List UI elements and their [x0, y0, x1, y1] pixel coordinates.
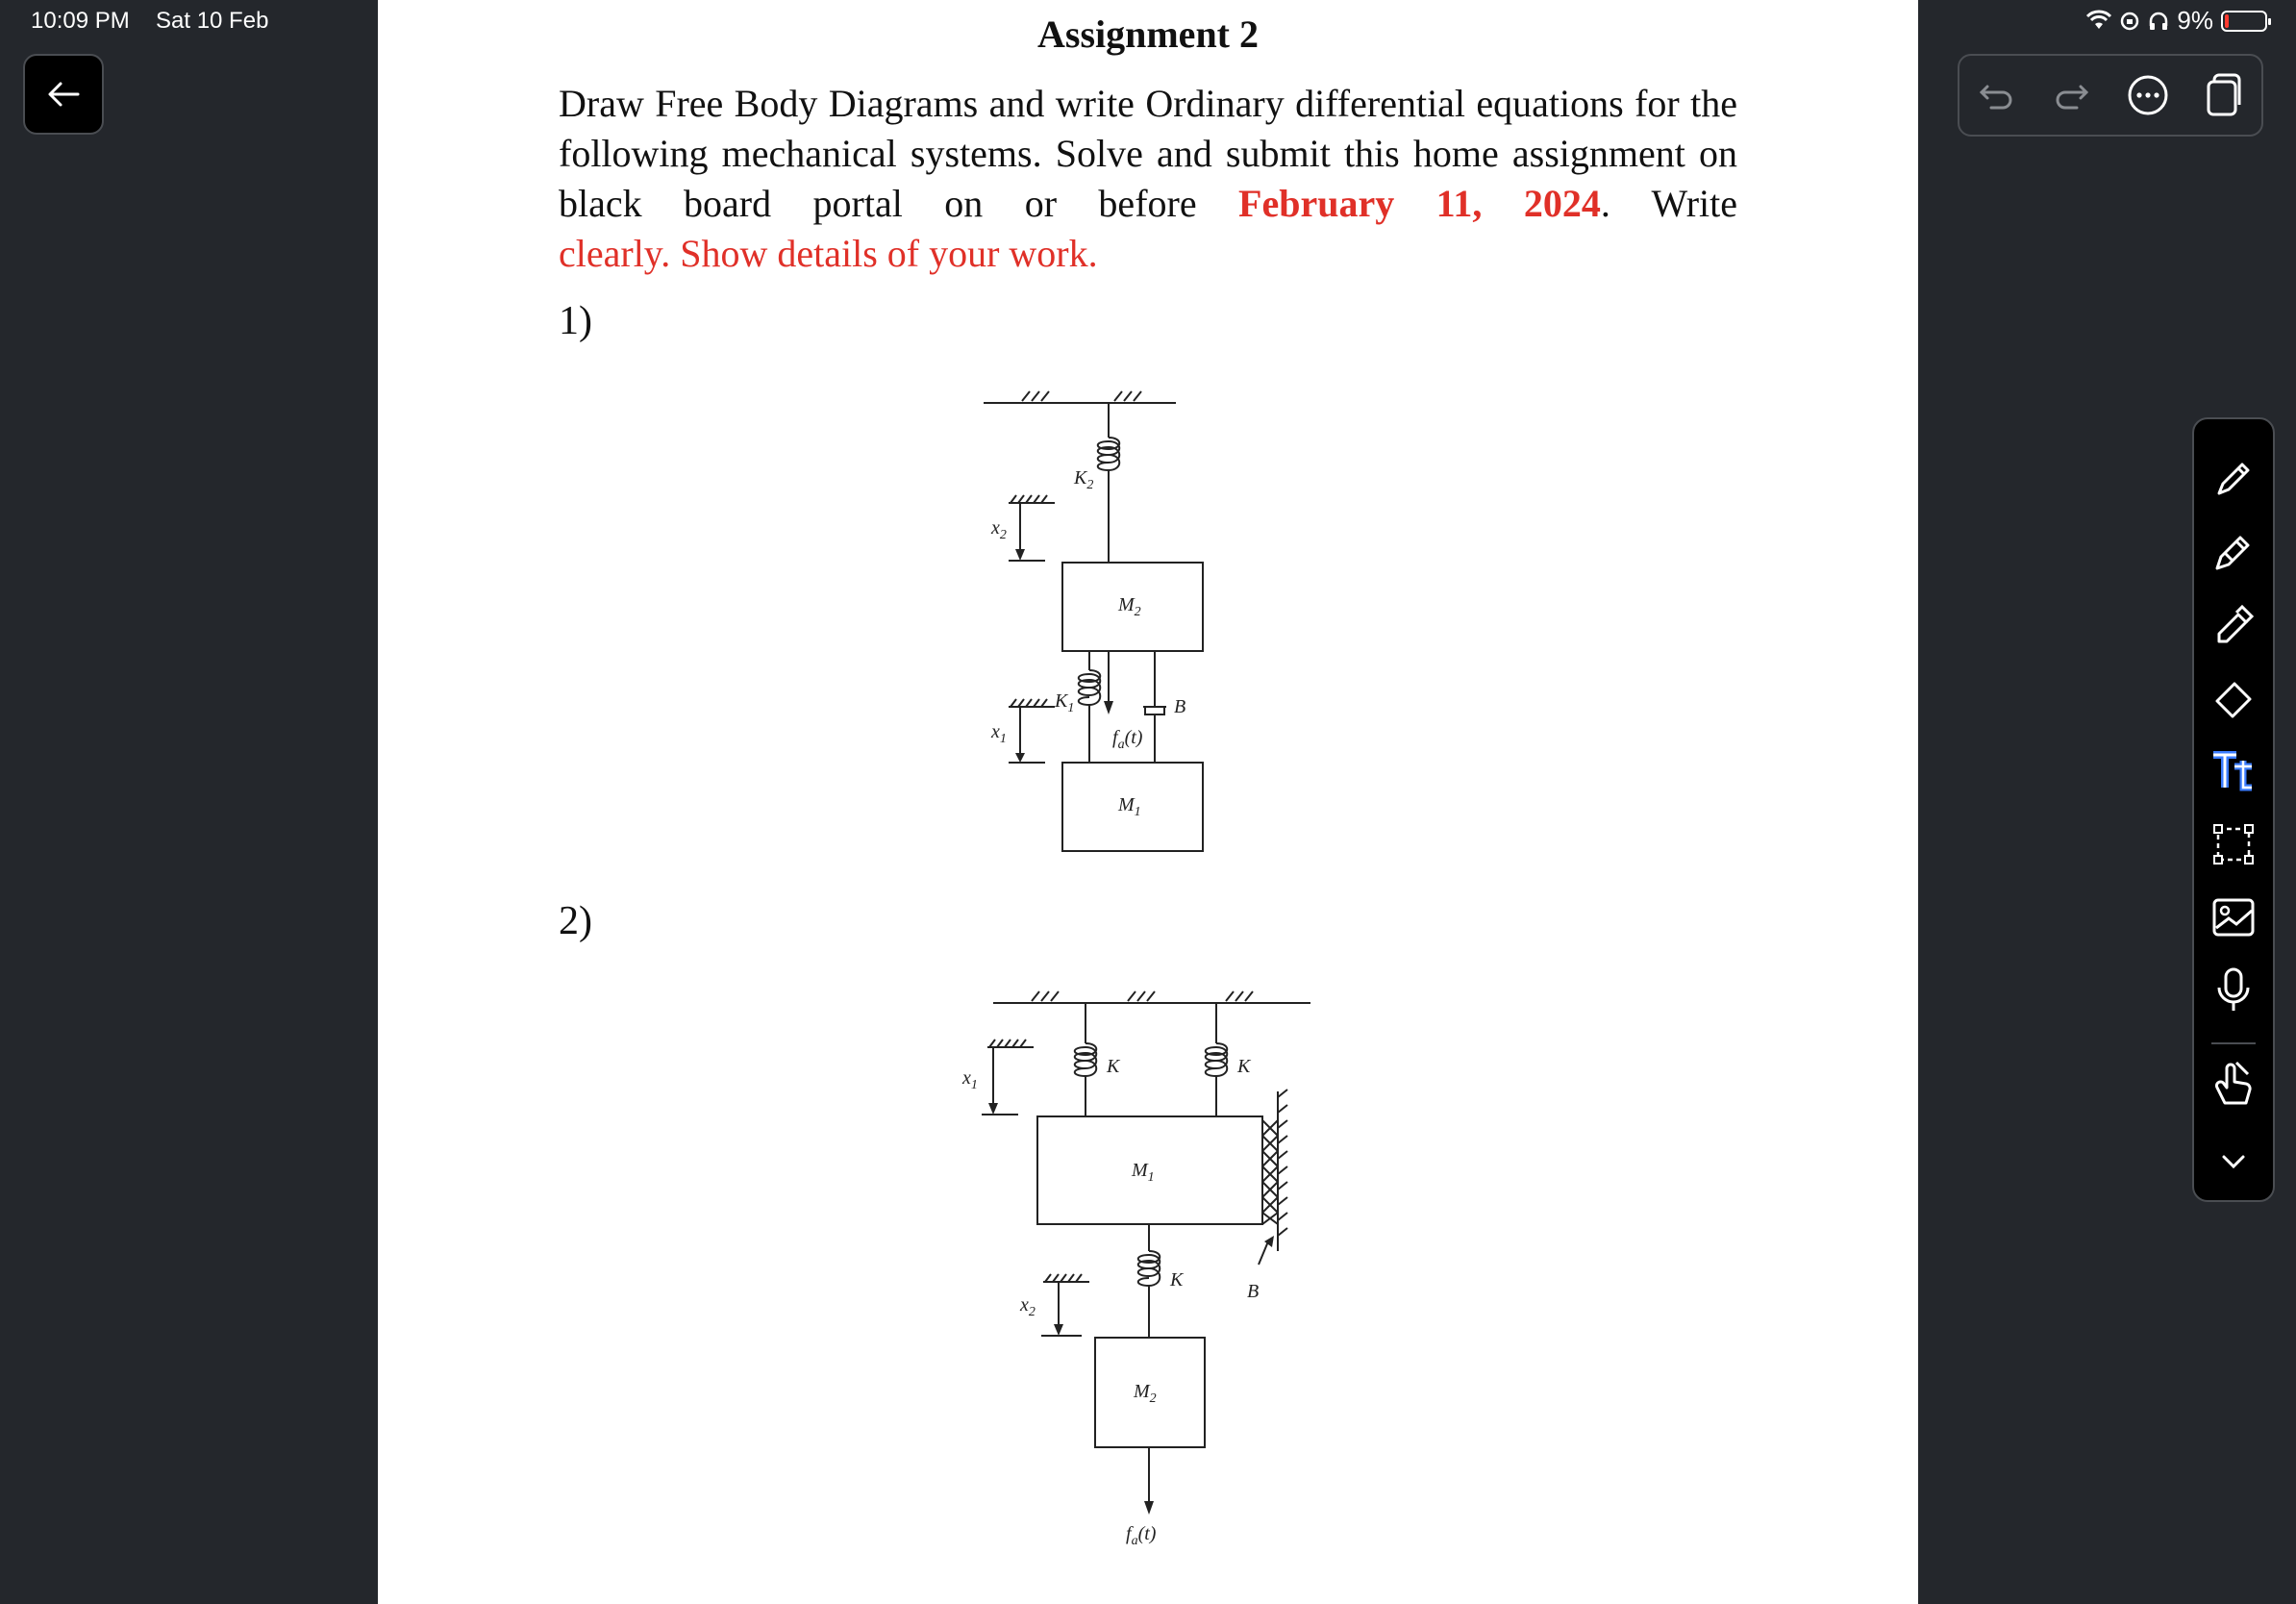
fig2-ceiling-hatch — [1032, 991, 1253, 1001]
status-indicators — [2086, 6, 2267, 36]
instructions-text: Draw Free Body Diagrams and write Ordinary differential equations for the following mechanical systems. Solve and submit this home assignment on black board portal on or before — [559, 82, 1737, 225]
arrow-left-icon — [47, 81, 80, 108]
battery-icon — [2221, 11, 2267, 32]
more-options-icon[interactable] — [2127, 74, 2169, 116]
document-title: Assignment 2 — [1036, 13, 1260, 56]
highlighter-icon — [2211, 603, 2256, 647]
hand-pointer-icon — [2211, 1059, 2256, 1107]
collapse-palette[interactable] — [2194, 1133, 2273, 1190]
back-button[interactable] — [23, 54, 104, 135]
pen-tool[interactable] — [2194, 450, 2273, 508]
fig1-m2-label: $M_2$ — [1118, 594, 1141, 619]
fig2-spring-k-mid — [1138, 1251, 1160, 1286]
fig2-x2-ref-hatch — [1045, 1274, 1082, 1282]
fig1-spring-k2 — [1098, 438, 1120, 470]
redo-icon[interactable] — [2052, 79, 2090, 112]
text-tool[interactable] — [2194, 742, 2273, 800]
fig1-x2-ref-hatch — [1011, 495, 1047, 503]
fig1-damper-b — [1143, 707, 1166, 763]
chevron-down-icon — [2220, 1152, 2247, 1171]
instructions-last-line: clearly. Show details of your work. — [559, 232, 1098, 275]
lasso-select-icon — [2211, 822, 2256, 866]
status-time: 10:09 PM — [31, 8, 130, 34]
fig2-spring-k-right — [1206, 1043, 1228, 1076]
eraser-tool[interactable] — [2194, 669, 2273, 727]
image-icon — [2211, 895, 2256, 940]
microphone-tool[interactable] — [2194, 962, 2273, 1019]
fig2-k-left-label: K — [1107, 1056, 1120, 1077]
pen-icon — [2211, 457, 2256, 501]
pages-icon[interactable] — [2205, 72, 2243, 118]
fig1-k2-label: $K_2$ — [1074, 467, 1094, 492]
microphone-icon — [2214, 966, 2253, 1015]
fig1-fa-label: $f_a(t)$ — [1112, 727, 1143, 752]
fig2-wall-hatch — [1278, 1090, 1287, 1236]
fig2-x2-label: $x_2$ — [1020, 1294, 1036, 1319]
status-date: Sat 10 Feb — [156, 8, 269, 34]
fig2-x1-label: $x_1$ — [962, 1067, 978, 1092]
figure-1-diagram — [974, 380, 1301, 870]
fig1-x2-label: $x_2$ — [991, 517, 1007, 542]
fig2-k-right-label: K — [1237, 1056, 1251, 1077]
fig2-m1-label: $M_1$ — [1132, 1160, 1155, 1185]
fig1-ceiling-hatch — [1022, 391, 1141, 401]
battery-percent: 9% — [2177, 6, 2213, 35]
instructions-paragraph — [559, 79, 1737, 279]
instructions-text-2: . Write — [1600, 182, 1738, 225]
fig2-k-mid-label: K — [1170, 1269, 1184, 1291]
top-toolbar — [1958, 54, 2263, 137]
text-icon — [2209, 749, 2258, 793]
fig1-spring-k1 — [1079, 670, 1101, 705]
highlighter-tool[interactable] — [2194, 596, 2273, 654]
question-1-label: 1) — [559, 299, 592, 343]
fig1-k1-label: $K_1$ — [1055, 690, 1075, 715]
wifi-icon — [2086, 12, 2111, 31]
lasso-tool[interactable] — [2194, 815, 2273, 873]
undo-icon[interactable] — [1978, 79, 2016, 112]
fig2-fa-label: $f_a(t)$ — [1126, 1523, 1157, 1548]
fig1-m1-label: $M_1$ — [1118, 794, 1141, 819]
fig2-b-label: B — [1247, 1281, 1260, 1302]
document-page — [378, 0, 1918, 1604]
fig2-x1-ref-hatch — [989, 1040, 1026, 1047]
deadline-text: February 11, 2024 — [1238, 182, 1601, 225]
pencil-tool[interactable] — [2194, 523, 2273, 581]
touch-tool[interactable] — [2194, 1054, 2273, 1112]
fig2-spring-k-left — [1075, 1043, 1097, 1076]
fig2-b-pointer — [1259, 1241, 1268, 1265]
fig2-m2-label: $M_2$ — [1134, 1381, 1157, 1406]
fig1-b-label: B — [1174, 696, 1186, 717]
figure-2-diagram — [962, 976, 1339, 1563]
eraser-icon — [2211, 676, 2256, 720]
image-tool[interactable] — [2194, 889, 2273, 946]
lock-rotation-icon — [2119, 11, 2140, 32]
question-2-label: 2) — [559, 899, 592, 943]
headphones-icon — [2148, 11, 2169, 32]
pencil-icon — [2211, 530, 2256, 574]
fig1-x1-label: $x_1$ — [991, 721, 1007, 746]
tool-palette — [2192, 417, 2275, 1202]
fig2-damper-b — [1262, 1120, 1278, 1224]
fig1-x1-ref-hatch — [1011, 699, 1047, 707]
